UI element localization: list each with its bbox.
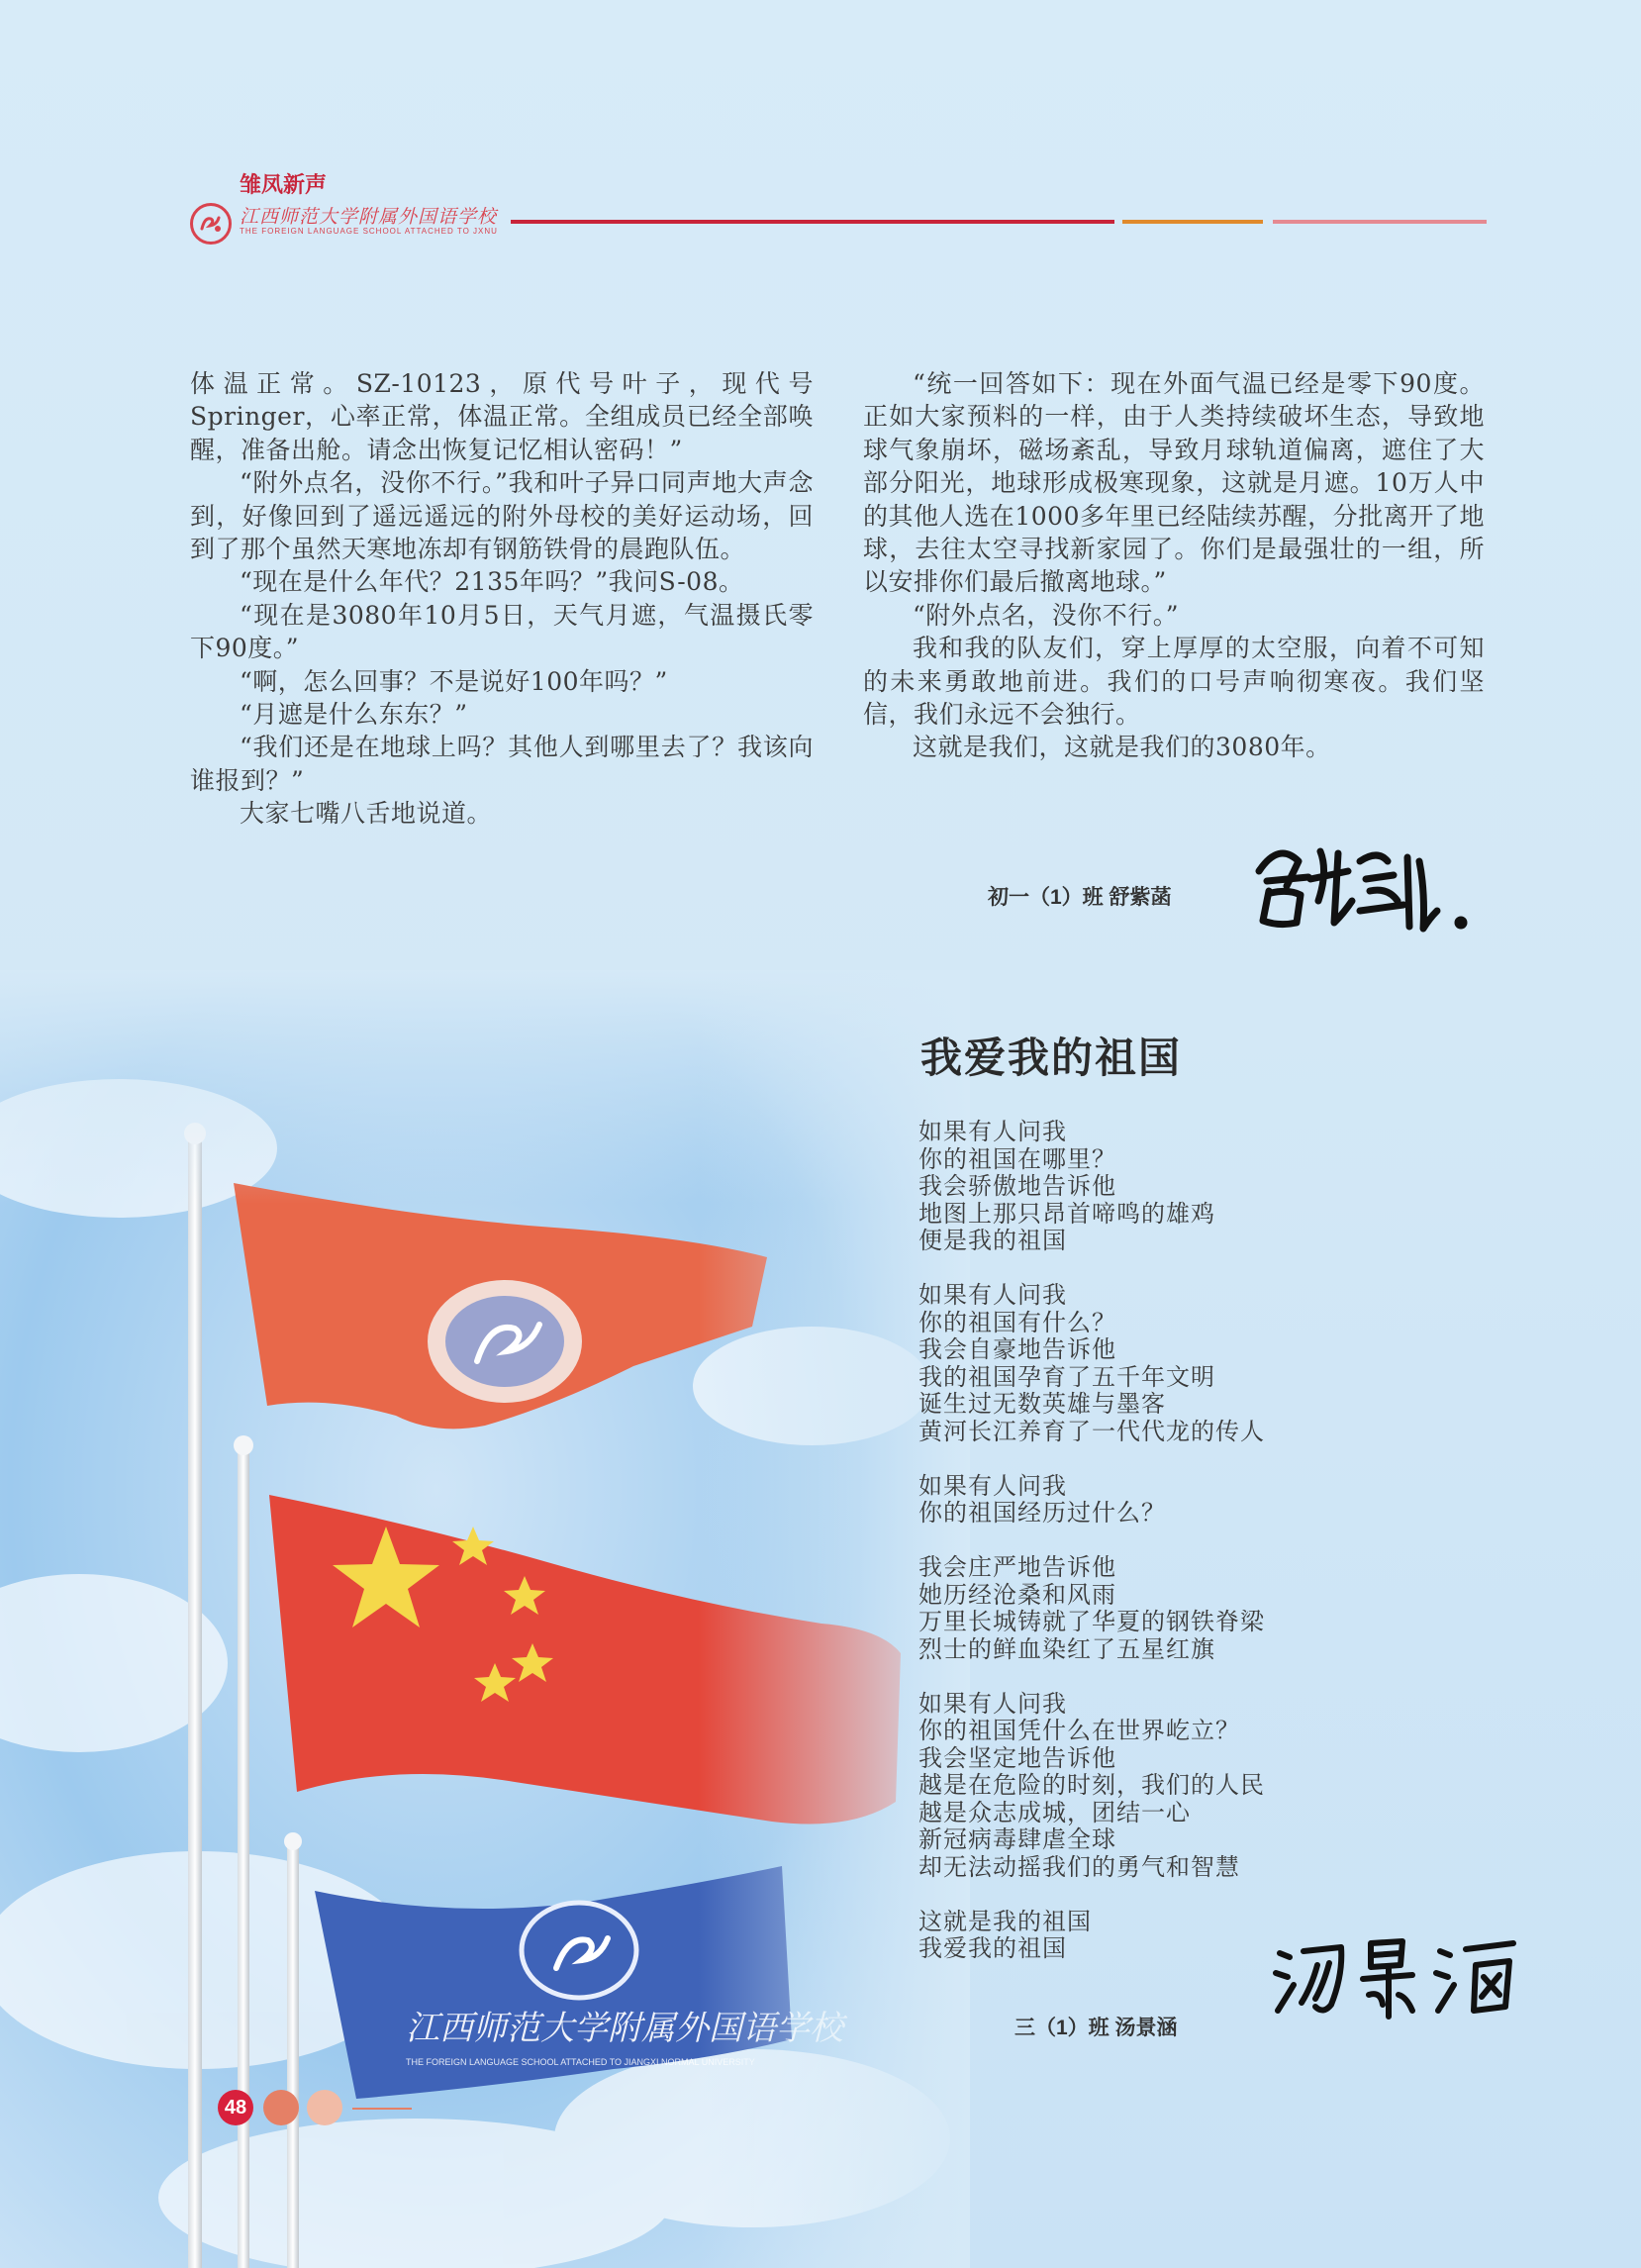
poem-line: 越是在危险的时刻，我们的人民 xyxy=(918,1771,1265,1799)
article-paragraph: 大家七嘴八舌地说道。 xyxy=(240,799,493,829)
poem-line: 如果有人问我 xyxy=(918,1689,1067,1718)
poem-line: 我爱我的祖国 xyxy=(918,1934,1067,1962)
article-paragraph: “附外点名，没你不行。”我和叶子异口同声地大声念到，好像回到了遥远遥远的附外母校的美好运动场，回到了那个虽然天寒地冻却有钢筋铁骨的晨跑队伍。 xyxy=(190,468,814,564)
article-paragraph: “现在是3080年10月5日，天气月遮，气温摄氏零下90度。” xyxy=(190,600,814,663)
page-dot-orange xyxy=(263,2090,299,2125)
poem-byline: 三（1）班 汤景涵 xyxy=(1014,2017,1178,2039)
article-byline: 初一（1）班 舒紫菡 xyxy=(988,886,1172,909)
poem-title: 我爱我的祖国 xyxy=(920,1035,1183,1081)
school-name: 江西师范大学附属外国语学校 xyxy=(240,206,498,228)
page-dot-peach xyxy=(307,2090,342,2125)
article-paragraph: “附外点名，没你不行。” xyxy=(913,600,1180,630)
header-rule-orange xyxy=(1122,220,1263,224)
handwritten-signature-1 xyxy=(1249,832,1487,940)
article-paragraph: 这就是我们，这就是我们的3080年。 xyxy=(913,733,1331,762)
poem-line: 你的祖国经历过什么？ xyxy=(918,1499,1166,1527)
school-name-english: THE FOREIGN LANGUAGE SCHOOL ATTACHED TO JXNU xyxy=(240,227,498,236)
article-paragraph: “现在是什么年代？2135年吗？”我问S-08。 xyxy=(240,567,744,597)
article-paragraph: “月遮是什么东东？” xyxy=(240,700,468,730)
poem-stanza xyxy=(918,1554,1265,1663)
poem-line: 我会坚定地告诉他 xyxy=(918,1743,1116,1772)
poem-line: 如果有人问我 xyxy=(918,1471,1067,1500)
poem-line: 便是我的祖国 xyxy=(918,1227,1067,1254)
article-paragraph: “啊，怎么回事？不是说好100年吗？” xyxy=(240,666,668,696)
handwritten-signature-2 xyxy=(1272,1925,1539,2024)
article-paragraph: “统一回答如下：现在外面气温已经是零下90度。正如大家预料的一样，由于人类持续破坏生态，导致地球气象崩坏，磁场紊乱，导致月球轨道偏离，遮住了大部分阳光，地球形成极寒现象，这就是月遮。10万人中的其他人选在1000多年里已经陆续苏醒，分批离开了地球，去往太空寻找新家园了。你们是最强壮的一组，所以安排你们最后撤离地球。” xyxy=(863,369,1485,597)
poem-stanza xyxy=(918,1909,1265,1963)
poem-line: 地图上那只昂首啼鸣的雄鸡 xyxy=(918,1199,1215,1228)
article-paragraph: “我们还是在地球上吗？其他人到哪里去了？我该向谁报到？” xyxy=(190,733,814,795)
poem-line: 我会骄傲地告诉他 xyxy=(918,1172,1116,1200)
page-number: 48 xyxy=(218,2090,253,2125)
article-paragraph: 体温正常。SZ-10123，原代号叶子，现代号Springer，心率正常，体温正常。全组成员已经全部唤醒，准备出舱。请念出恢复记忆相认密码！” xyxy=(190,369,814,464)
poem-line: 你的祖国有什么？ xyxy=(918,1308,1116,1336)
header-rule-pink xyxy=(1273,220,1487,224)
poem-line: 我的祖国孕育了五千年文明 xyxy=(918,1362,1215,1391)
poem-line: 我会庄严地告诉他 xyxy=(918,1553,1116,1581)
poem-line: 却无法动摇我们的勇气和智慧 xyxy=(918,1852,1240,1881)
poem-line: 这就是我的祖国 xyxy=(918,1907,1092,1935)
poem-line: 新冠病毒肆虐全球 xyxy=(918,1825,1116,1853)
page-number-rule xyxy=(352,2108,412,2110)
header-rule-red xyxy=(511,220,1114,224)
article-paragraph: 我和我的队友们，穿上厚厚的太空服，向着不可知的未来勇敢地前进。我们的口号声响彻寒夜。我们坚信，我们永远不会独行。 xyxy=(863,634,1485,730)
poem-line: 黄河长江养育了一代代龙的传人 xyxy=(918,1417,1265,1445)
school-logo-icon xyxy=(190,203,232,245)
poem-line: 如果有人问我 xyxy=(918,1281,1067,1309)
article-right-column xyxy=(863,367,1485,764)
poem-stanza xyxy=(918,1119,1265,1255)
poem-line: 诞生过无数英雄与墨客 xyxy=(918,1390,1166,1418)
flag-photo xyxy=(0,970,970,2268)
article-left-column xyxy=(190,367,814,831)
poem-line: 如果有人问我 xyxy=(918,1118,1067,1145)
poem-line: 她历经沧桑和风雨 xyxy=(918,1580,1116,1609)
poem-line: 烈士的鲜血染红了五星红旗 xyxy=(918,1634,1215,1663)
poem-line: 我会自豪地告诉他 xyxy=(918,1335,1116,1363)
poem-stanza xyxy=(918,1282,1265,1445)
section-label: 雏凤新声 xyxy=(240,172,328,197)
poem-line: 你的祖国在哪里？ xyxy=(918,1144,1116,1173)
poem-line: 万里长城铸就了华夏的钢铁脊梁 xyxy=(918,1608,1265,1635)
poem-body xyxy=(918,1119,1265,1963)
poem-stanza xyxy=(918,1473,1265,1528)
poem-stanza xyxy=(918,1691,1265,1882)
poem-line: 越是众志成城，团结一心 xyxy=(918,1798,1191,1826)
poem-line: 你的祖国凭什么在世界屹立？ xyxy=(918,1717,1240,1744)
